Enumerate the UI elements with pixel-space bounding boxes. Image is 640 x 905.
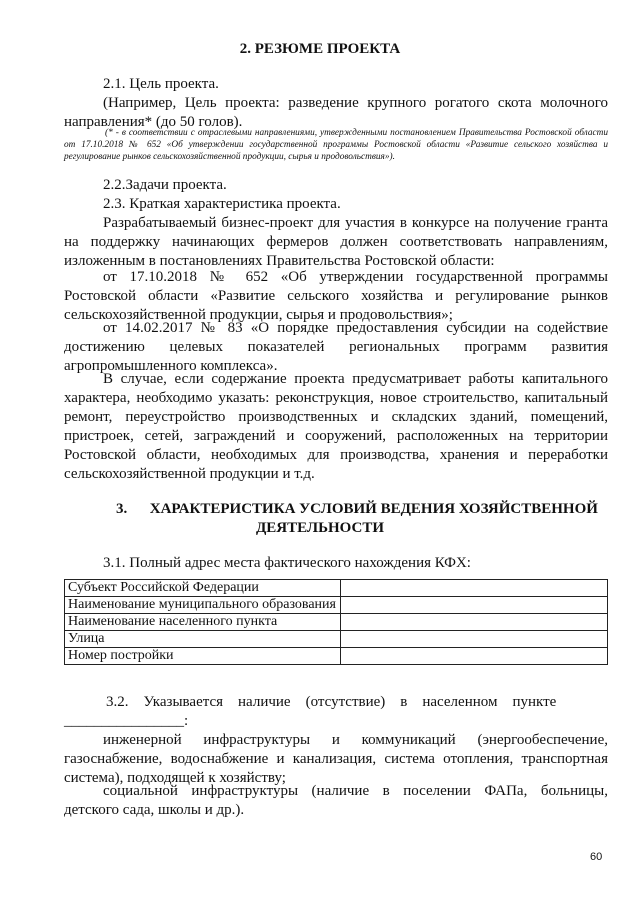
paragraph-business-project: Разрабатываемый бизнес-проект для участия в конкурсе на получение гранта на поддержку начинающих фермеров должен соответствовать направлениям, изложенным в постановлениях Правительства Ростовской области: [64, 215, 608, 269]
paragraph-3-2: 3.2. Указывается наличие (отсутствие) в населенном пункте [106, 694, 557, 710]
page-number: 60 [590, 851, 603, 863]
section-3-heading-line-1: 3. ХАРАКТЕРИСТИКА УСЛОВИЙ ВЕДЕНИЯ ХОЗЯЙСТВЕННОЙ [116, 501, 598, 517]
table-row [65, 614, 608, 631]
paragraph-3-1: 3.1. Полный адрес места фактического нахождения КФХ: [103, 555, 471, 571]
paragraph-goal-example: (Например, Цель проекта: разведение крупного рогатого скота молочного направления* (до 50 голов). [64, 95, 608, 130]
table-row [65, 580, 608, 597]
table-row [65, 631, 608, 648]
paragraph-2-2: 2.2.Задачи проекта. [103, 177, 227, 193]
table-row [65, 648, 608, 665]
table-row [65, 597, 608, 614]
table-cell-value [341, 631, 608, 648]
paragraph-capital-works: В случае, если содержание проекта предусматривает работы капитального характера, необходимо указать: реконструкция, новое строительство, капитальный ремонт, переустройство производственных и складских зданий, помещений, пристроек, сетей, заграждений и сооружений, расположенных на территории Ростовской области, необходимых для производства, хранения и переработки сельскохозяйственной продукции и т.д. [64, 371, 608, 482]
section-3-heading-line-2: ДЕЯТЕЛЬНОСТИ [255, 520, 385, 536]
table-cell-label: Улица [65, 631, 341, 648]
paragraph-social: социальной инфраструктуры (наличие в поселении ФАПа, больницы, детского сада, школы и др.). [64, 783, 608, 818]
paragraph-2-3: 2.3. Краткая характеристика проекта. [103, 196, 341, 212]
section-2-heading: 2. РЕЗЮМЕ ПРОЕКТА [239, 41, 401, 57]
table-cell-label: Номер постройки [65, 648, 341, 665]
paragraph-decree-652: от 17.10.2018 № 652 «Об утверждении государственной программы Ростовской области «Развитие сельского хозяйства и регулирование рынков сельскохозяйственной продукции, сырья и продовольствия»; [64, 269, 608, 323]
paragraph-2-1: 2.1. Цель проекта. [103, 76, 219, 92]
settlement-blank: ________________: [64, 713, 189, 729]
footnote-text: (* - в соответствии с отраслевыми направлениями, утвержденными постановлением Правительства Ростовской области от 17.10.2018 № 652 «Об утверждении государственной программы Ростовской области «Развитие сельского хозяйства и регулирование рынков сельскохозяйственной продукции, сырья и продовольствия»). [64, 128, 608, 162]
paragraph-decree-83: от 14.02.2017 № 83 «О порядке предоставления субсидии на содействие достижению целевых показателей региональных программ развития агропромышленного комплекса». [64, 320, 608, 374]
table-cell-label: Наименование муниципального образования [65, 597, 341, 614]
address-table [64, 579, 608, 665]
table-cell-label: Наименование населенного пункта [65, 614, 341, 631]
paragraph-engineering: инженерной инфраструктуры и коммуникаций (энергообеспечение, газоснабжение, водоснабжение и канализация, система отопления, транспортная система), подходящей к хозяйству; [64, 732, 608, 786]
table-cell-value [341, 648, 608, 665]
table-cell-value [341, 597, 608, 614]
table-cell-label: Субъект Российской Федерации [65, 580, 341, 597]
table-cell-value [341, 580, 608, 597]
table-cell-value [341, 614, 608, 631]
